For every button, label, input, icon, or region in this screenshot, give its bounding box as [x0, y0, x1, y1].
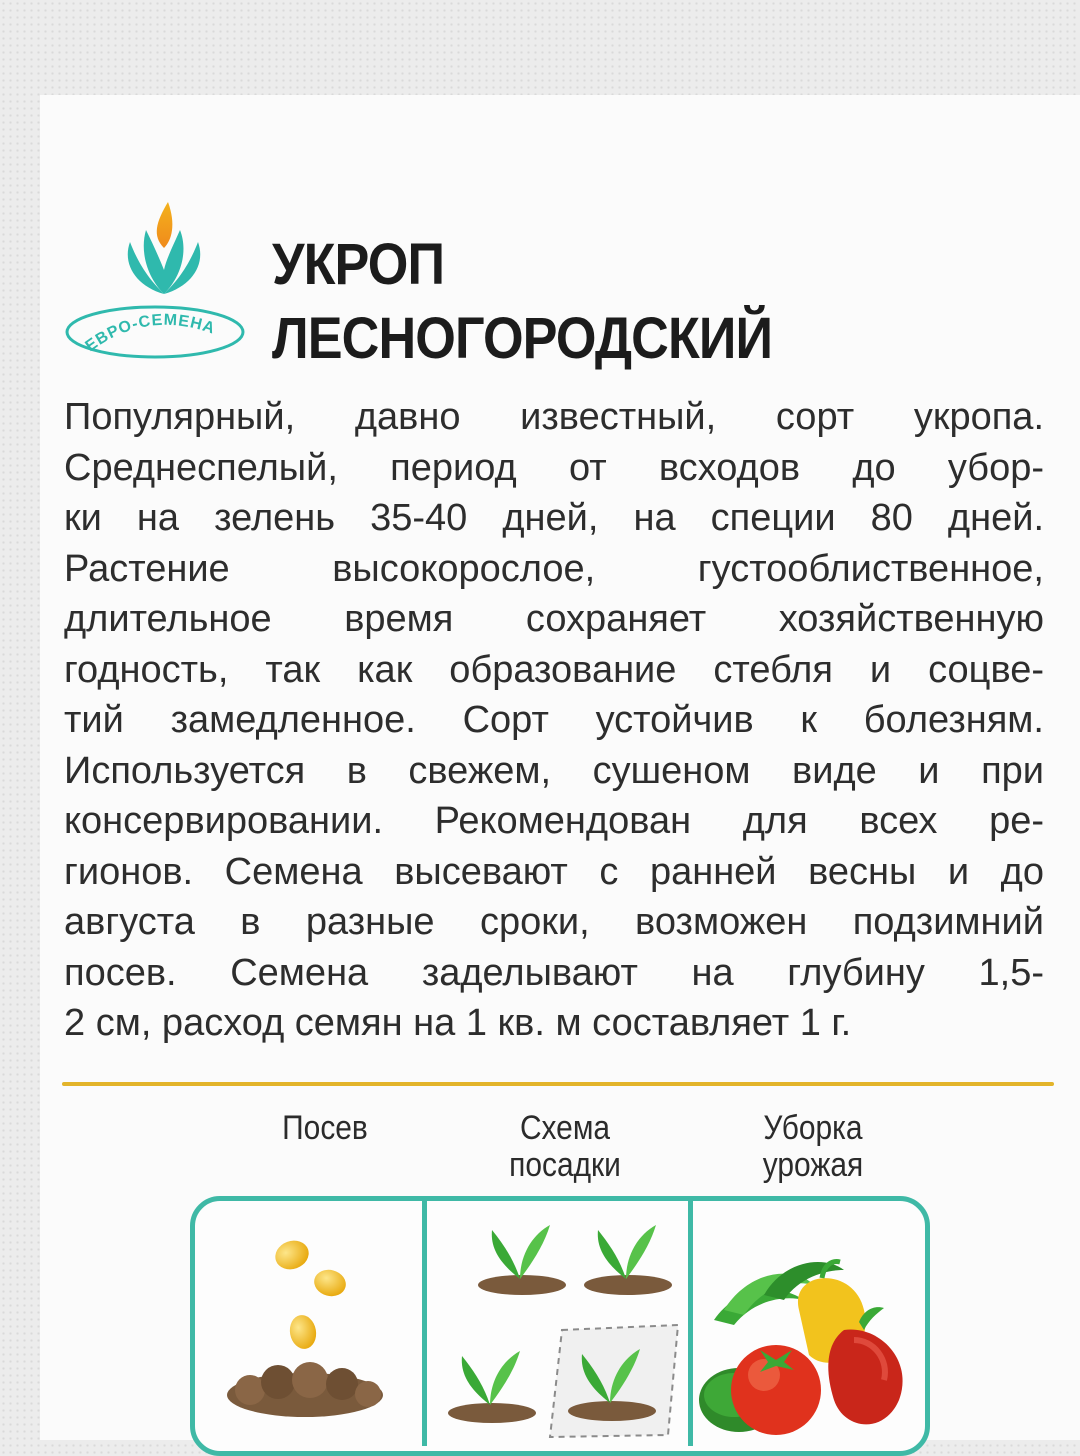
description-line: 2 см, расход семян на 1 кв. м составляет 1 г.: [64, 1002, 852, 1044]
sowing-label: Посев: [282, 1109, 368, 1147]
harvest-label: Уборка урожая: [762, 1109, 864, 1184]
panel-divider: [688, 1196, 693, 1446]
section-divider: [62, 1082, 1054, 1086]
brand-name: ЕВРО-СЕМЕНА: [82, 311, 218, 356]
description-line: консервировании. Рекомендован для всех ре-: [64, 800, 1044, 842]
product-description: [64, 392, 1044, 1049]
planting-scheme-icon: [432, 1205, 684, 1440]
description-line: посев. Семена заделывают на глубину 1,5-: [64, 951, 1044, 994]
product-title-line1: УКРОП: [272, 232, 445, 297]
product-title: [272, 228, 772, 376]
panel-divider: [422, 1196, 427, 1446]
product-title-line2: ЛЕСНОГОРОДСКИЙ: [272, 306, 773, 371]
description-line: годность, так как образование стебля и соцве-: [64, 648, 1044, 691]
harvest-icon: [694, 1250, 924, 1440]
svg-text:ЕВРО-СЕМЕНА: [83, 312, 218, 355]
description-line: Популярный, давно известный, сорт укропа.: [64, 396, 1044, 438]
brand-logo: [60, 190, 250, 360]
planting-scheme-label: Схема посадки: [509, 1109, 621, 1184]
sowing-icon: [200, 1210, 415, 1440]
description-line: тий замедленное. Сорт устойчив к болезням.: [64, 699, 1044, 741]
description-line: ки на зелень 35-40 дней, на специи 80 дней.: [64, 497, 1044, 539]
description-line: августа в разные сроки, возможен подзимний: [64, 901, 1044, 943]
description-line: длительное время сохраняет хозяйственную: [64, 598, 1044, 640]
description-line: Растение высокорослое, густооблиственное,: [64, 547, 1044, 590]
description-line: Используется в свежем, сушеном виде и при: [64, 749, 1044, 792]
description-line: Среднеспелый, период от всходов до убор-: [64, 446, 1044, 489]
description-line: гионов. Семена высевают с ранней весны и до: [64, 850, 1044, 893]
